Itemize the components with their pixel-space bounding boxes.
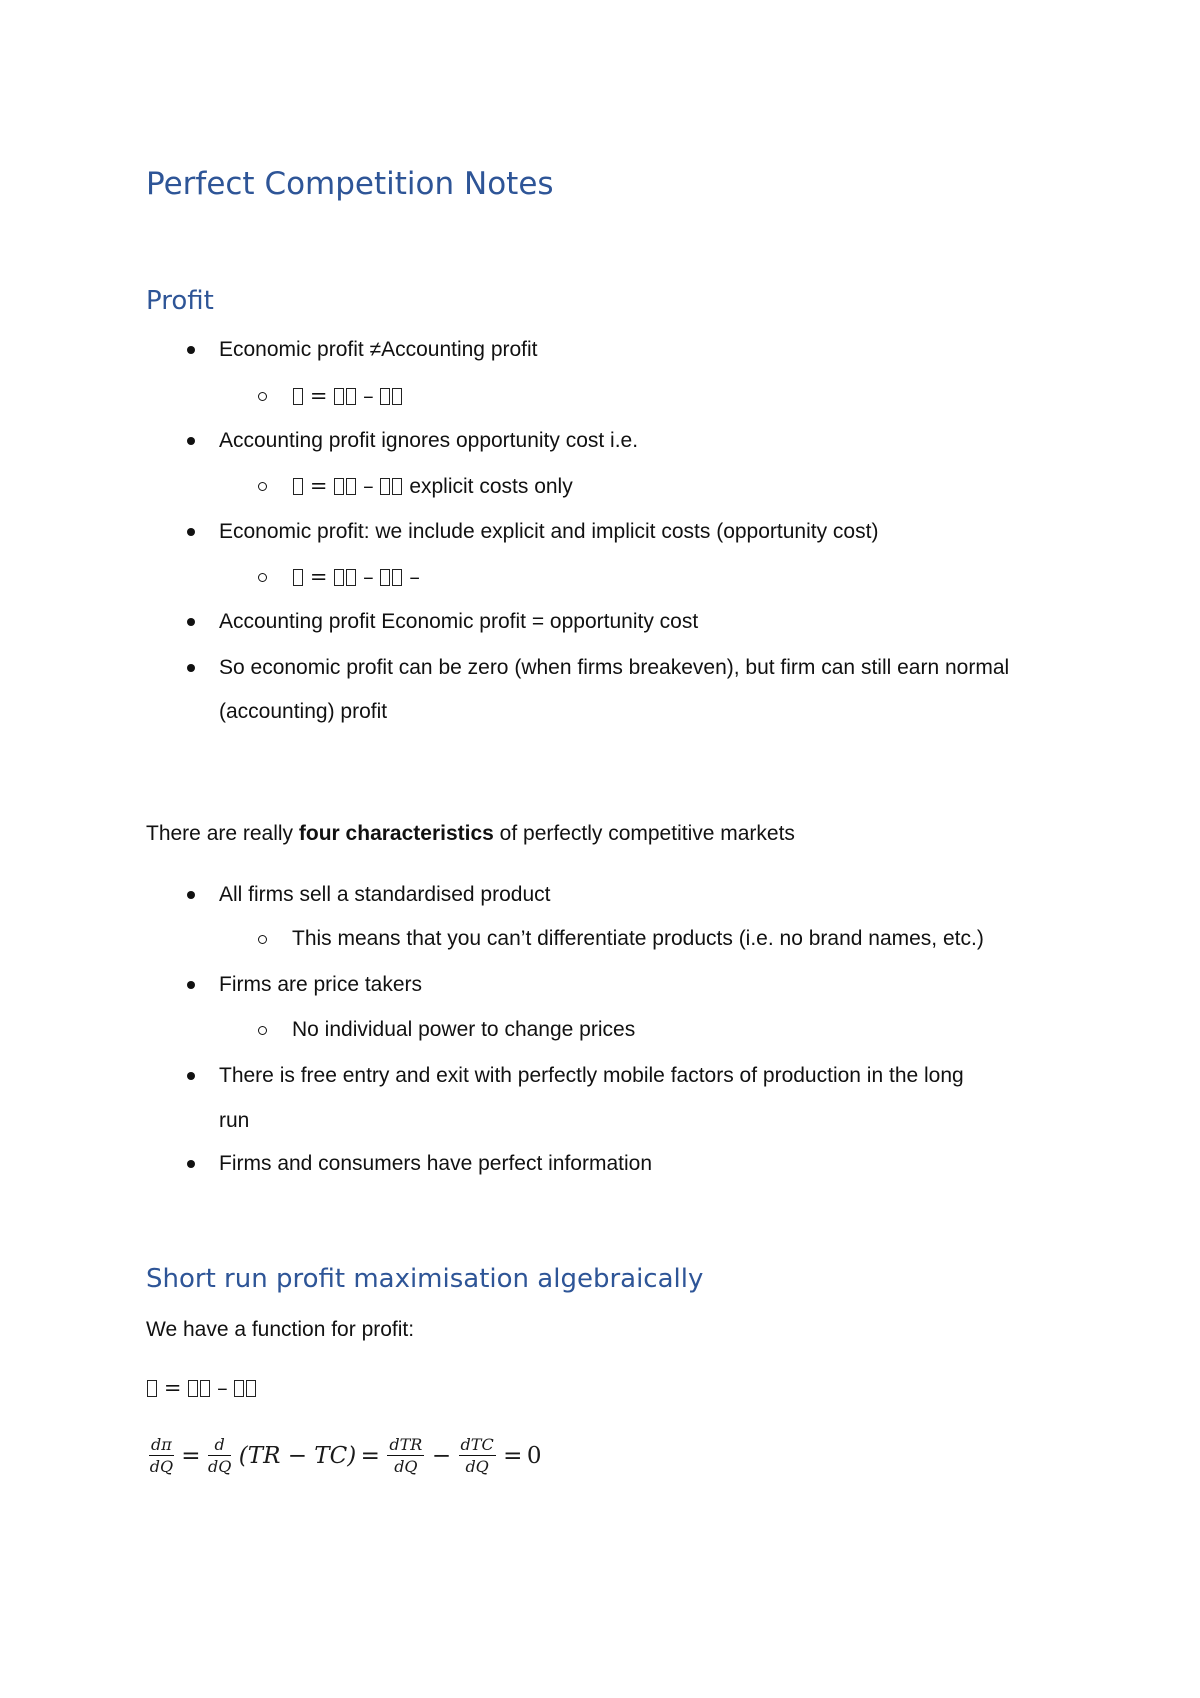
fraction-denominator: dQ: [207, 1457, 232, 1476]
characteristic-2-sub: No individual power to change prices: [292, 1018, 636, 1041]
fraction-dtr-dq: [387, 1436, 424, 1476]
minus-sign: −: [431, 1443, 452, 1469]
characteristics-intro: [146, 821, 795, 847]
missing-glyph: [380, 478, 390, 495]
fraction-denominator: dQ: [394, 1457, 418, 1476]
fraction-numerator: d: [208, 1436, 231, 1456]
bullet-dot: [187, 346, 195, 354]
sub-bullet-circle: [258, 482, 267, 491]
profit-item-5-line-1: So economic profit can be zero (when firms breakeven), but firm can still earn normal: [219, 656, 1010, 679]
profit-formula-2: = – explicit costs only: [292, 473, 573, 500]
fraction-denominator: dQ: [149, 1457, 174, 1476]
bullet-dot: [187, 437, 195, 445]
missing-glyph: [392, 569, 402, 586]
bullet-dot: [187, 1160, 195, 1168]
missing-glyph: [293, 478, 303, 495]
characteristic-1: All firms sell a standardised product: [219, 883, 551, 906]
characteristic-2: Firms are price takers: [219, 973, 423, 996]
sub-bullet-circle: [258, 392, 267, 401]
sub-bullet-circle: [258, 1026, 267, 1035]
profit-item-3: Economic profit: we include explicit and implicit costs (opportunity cost): [219, 520, 879, 543]
fraction-dtc-dq: [459, 1436, 496, 1476]
characteristic-4: Firms and consumers have perfect information: [219, 1152, 653, 1175]
missing-glyph: [188, 1380, 198, 1397]
missing-glyph: [346, 569, 356, 586]
characteristic-3-line-2: run: [219, 1109, 250, 1132]
profit-function: = –: [146, 1375, 257, 1402]
profit-item-4: Accounting profit Economic profit = opportunity cost: [219, 610, 699, 633]
explicit-costs-note: explicit costs only: [409, 475, 573, 498]
equals-sign: =: [360, 1443, 380, 1469]
sub-bullet-circle: [258, 573, 267, 582]
missing-glyph: [234, 1380, 244, 1397]
missing-glyph: [380, 569, 390, 586]
bullet-dot: [187, 528, 195, 536]
function-intro: We have a function for profit:: [146, 1318, 415, 1341]
equals-sign: =: [181, 1443, 201, 1469]
profit-item-2: Accounting profit ignores opportunity cost i.e.: [219, 429, 639, 452]
missing-glyph: [392, 478, 402, 495]
fraction-numerator: dπ: [151, 1435, 172, 1454]
intro-text: There are really: [146, 822, 299, 845]
missing-glyph: [334, 478, 344, 495]
missing-glyph: [147, 1380, 157, 1397]
page-title: Perfect Competition Notes: [146, 166, 554, 202]
missing-glyph: [293, 569, 303, 586]
bullet-dot: [187, 1072, 195, 1080]
missing-glyph: [200, 1380, 210, 1397]
derivative-equation: [146, 1436, 542, 1476]
profit-item-1: Economic profit ≠Accounting profit: [219, 338, 538, 361]
fraction-denominator: dQ: [465, 1457, 489, 1476]
characteristic-1-sub: This means that you can’t differentiate products (i.e. no brand names, etc.): [292, 927, 984, 950]
profit-heading: Profit: [146, 286, 214, 316]
profit-item-5-line-2: (accounting) profit: [219, 700, 388, 723]
missing-glyph: [392, 388, 402, 405]
fraction-d-dq: [208, 1436, 231, 1476]
profit-formula-3: = – –: [292, 564, 420, 591]
bullet-dot: [187, 981, 195, 989]
characteristic-3-line-1: There is free entry and exit with perfectly mobile factors of production in the long: [219, 1064, 964, 1087]
fraction-dpi-dq: [149, 1436, 174, 1476]
missing-glyph: [334, 388, 344, 405]
tr-minus-tc: (TR − TC): [238, 1443, 357, 1469]
bullet-dot: [187, 618, 195, 626]
fraction-numerator: dTR: [389, 1435, 423, 1454]
missing-glyph: [380, 388, 390, 405]
bullet-dot: [187, 891, 195, 899]
missing-glyph: [334, 569, 344, 586]
intro-bold: four characteristics: [298, 822, 494, 845]
sub-bullet-circle: [258, 935, 267, 944]
missing-glyph: [346, 478, 356, 495]
missing-glyph: [246, 1380, 256, 1397]
missing-glyph: [293, 388, 303, 405]
zero-value: 0: [526, 1443, 542, 1469]
fraction-numerator: dTC: [460, 1435, 494, 1454]
short-run-heading: Short run profit maximisation algebraically: [146, 1264, 704, 1294]
missing-glyph: [346, 388, 356, 405]
intro-text: of perfectly competitive markets: [493, 822, 795, 845]
equals-sign: =: [503, 1443, 523, 1469]
bullet-dot: [187, 664, 195, 672]
profit-formula-1: = –: [292, 383, 403, 410]
